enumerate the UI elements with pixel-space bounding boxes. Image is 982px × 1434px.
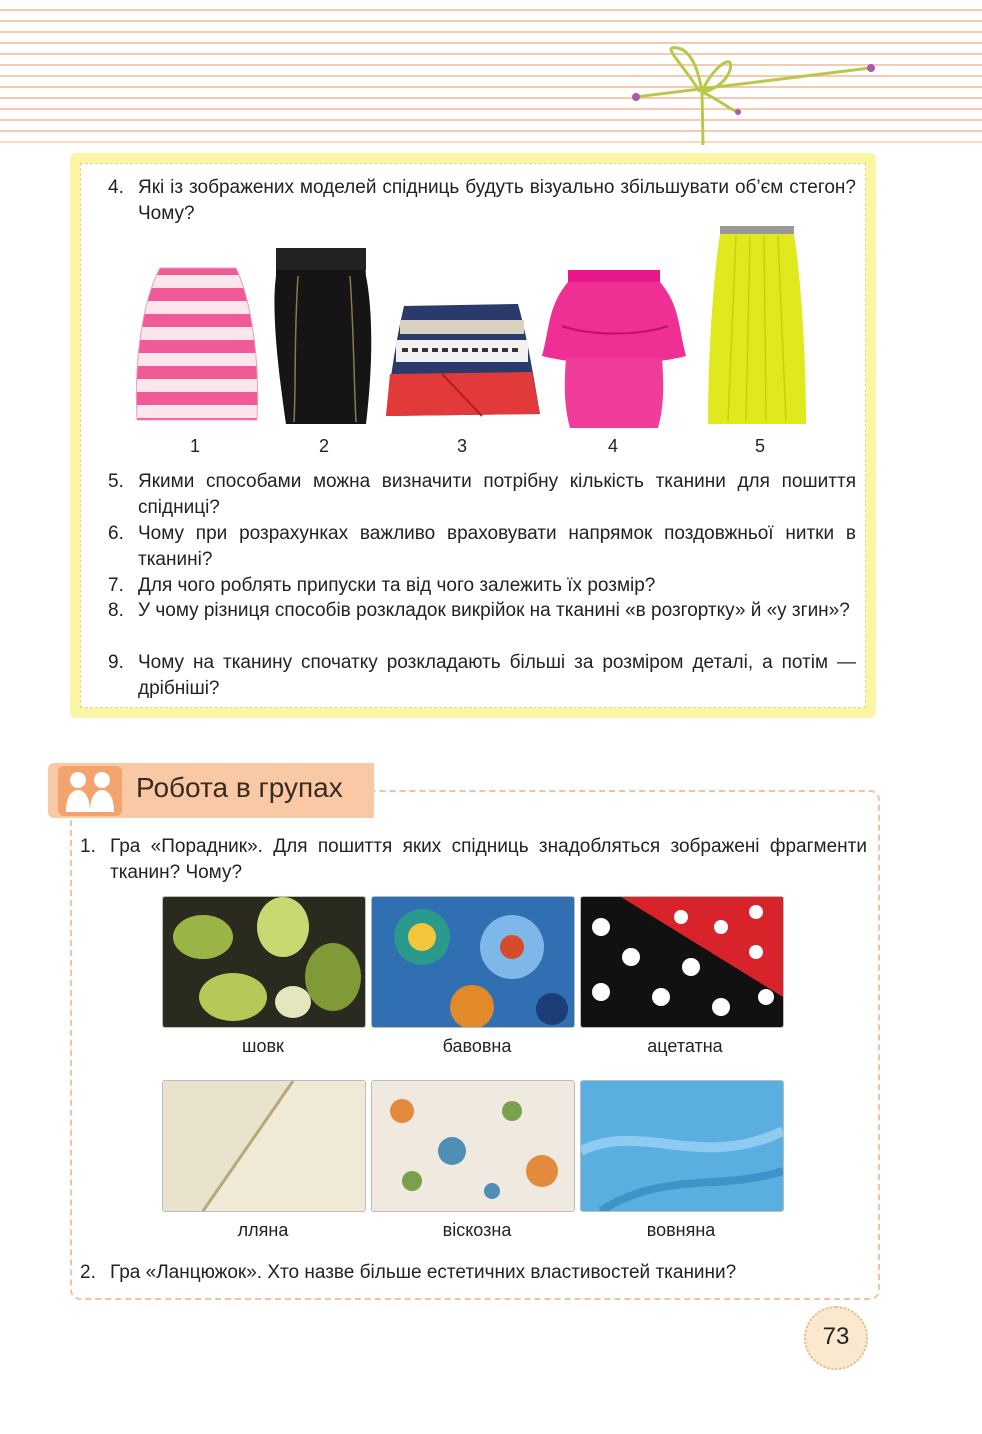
skirt-pink-peplum-image xyxy=(540,266,688,432)
fabric-linen-image xyxy=(162,1080,366,1212)
question-6: 6. Чому при розрахунках важливо враховувати напрямок поздовжньої нитки в тканині? xyxy=(108,523,856,570)
fabric-label-cotton: бавовна xyxy=(442,1036,512,1056)
skirt-striped-image xyxy=(132,262,262,427)
fabric-acetate-image xyxy=(580,896,784,1028)
question-4: 4. Які із зображених моделей спідниць будуть візуально збільшувати об’єм стегон? Чому? xyxy=(108,177,856,224)
skirt-black-pencil-image xyxy=(268,246,378,428)
group-question-2: 2. Гра «Ланцюжок». Хто назве більше естетичних властивостей тканини? xyxy=(80,1262,737,1283)
page-number: 73 xyxy=(804,1306,868,1370)
question-8: 8. У чому різниця способів розкладок викрійок на тканині «в розгортку» й «у згин»? xyxy=(108,600,850,621)
skirt-label-1: 1 xyxy=(189,436,200,456)
fabric-label-wool: вовняна xyxy=(646,1220,716,1240)
skirt-label-3: 3 xyxy=(456,436,467,456)
fabric-label-acetate: ацетатна xyxy=(647,1036,723,1056)
ribbon-bow-icon xyxy=(620,40,890,150)
question-9: 9. Чому на тканину спочатку розкладають більші за розміром деталі, а потім — дрібніші? xyxy=(108,652,856,699)
fabric-silk-image xyxy=(162,896,366,1028)
question-5: 5. Якими способами можна визначити потрібну кількість тканини для пошиття спідниці? xyxy=(108,471,856,518)
fabric-wool-image xyxy=(580,1080,784,1212)
fabric-label-viscose: віскозна xyxy=(442,1220,512,1240)
fabric-label-silk: шовк xyxy=(242,1036,284,1056)
group-work-title: Робота в групах xyxy=(136,772,343,803)
fabric-label-linen: лляна xyxy=(237,1220,289,1240)
fabric-viscose-image xyxy=(371,1080,575,1212)
question-7: 7. Для чого роблять припуски та від чого залежить їх розмір? xyxy=(108,575,656,596)
skirt-label-5: 5 xyxy=(754,436,765,456)
skirt-label-2: 2 xyxy=(318,436,329,456)
fabric-cotton-image xyxy=(371,896,575,1028)
skirt-yellow-pleated-image xyxy=(706,226,808,428)
skirt-label-4: 4 xyxy=(607,436,618,456)
group-question-1: 1. Гра «Порадник». Для пошиття яких спідниць знадобляться зображені фрагменти тканин? Чому? xyxy=(80,836,867,883)
children-group-icon xyxy=(58,766,122,816)
skirt-patterned-mini-image xyxy=(382,300,542,420)
